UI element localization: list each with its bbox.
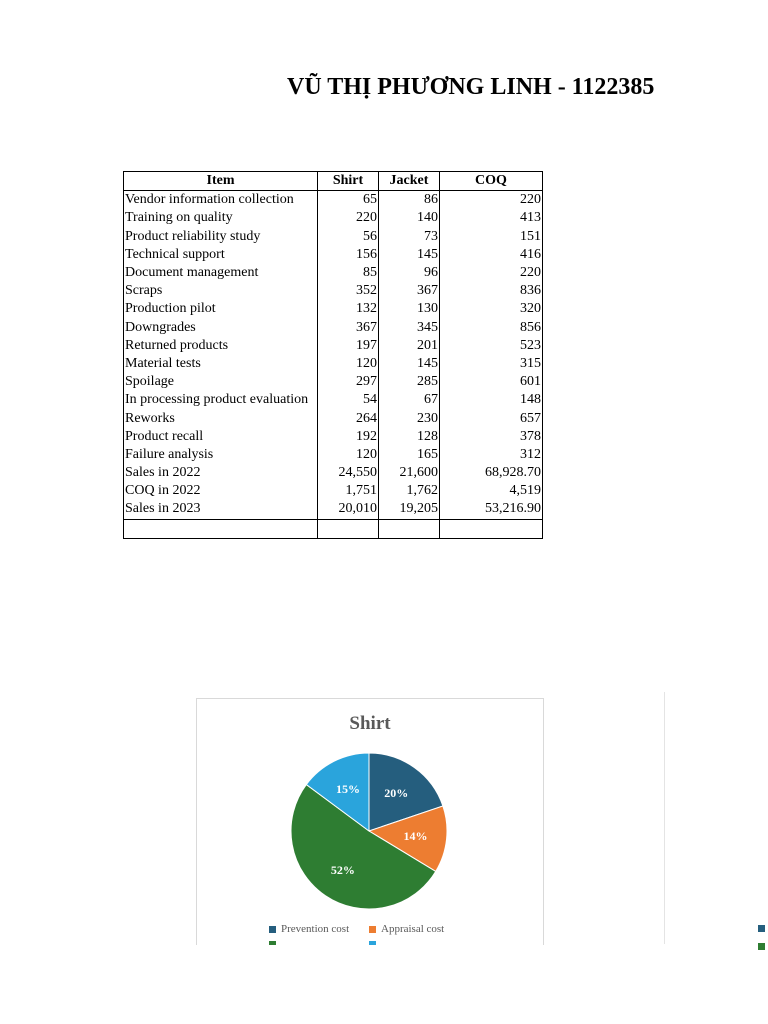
table-row [124, 282, 543, 300]
cell-coq: 413 [440, 209, 543, 227]
cell-item: In processing product evaluation [124, 391, 318, 409]
table-row [124, 209, 543, 227]
cell-item: Failure analysis [124, 446, 318, 464]
cell-shirt: 220 [318, 209, 379, 227]
table-row [124, 319, 543, 337]
cell-coq: 856 [440, 319, 543, 337]
table-row [124, 246, 543, 264]
cell-jacket: 1,762 [379, 482, 440, 500]
cell-shirt: 20,010 [318, 500, 379, 519]
cell-shirt: 297 [318, 373, 379, 391]
cell-jacket: 128 [379, 428, 440, 446]
table-row [124, 191, 543, 210]
cell-coq: 320 [440, 300, 543, 318]
cell-item: Training on quality [124, 209, 318, 227]
cell-jacket: 21,600 [379, 464, 440, 482]
cell-shirt: 264 [318, 409, 379, 427]
cell-item: Reworks [124, 409, 318, 427]
document-title: VŨ THỊ PHƯƠNG LINH - 1122385 [287, 74, 655, 100]
cell-item: Returned products [124, 337, 318, 355]
next-chart-edge [664, 692, 665, 944]
cell-coq: 220 [440, 191, 543, 210]
coq-table [123, 171, 543, 539]
cell-shirt: 156 [318, 246, 379, 264]
table-row [124, 373, 543, 391]
chart-title: Shirt [349, 713, 391, 734]
cell-jacket: 73 [379, 228, 440, 246]
cell-jacket: 67 [379, 391, 440, 409]
cell-jacket [379, 519, 440, 538]
pie-chart-canvas [197, 699, 543, 945]
cell-jacket: 145 [379, 246, 440, 264]
cell-jacket: 367 [379, 282, 440, 300]
cell-coq: 4,519 [440, 482, 543, 500]
table-row [124, 446, 543, 464]
cell-jacket: 165 [379, 446, 440, 464]
cell-jacket: 86 [379, 191, 440, 210]
legend-label: Appraisal cost [381, 923, 445, 935]
cell-shirt: 54 [318, 391, 379, 409]
legend-item [269, 941, 281, 945]
table-row [124, 355, 543, 373]
cell-item: COQ in 2022 [124, 482, 318, 500]
cell-item: Scraps [124, 282, 318, 300]
table-row [124, 464, 543, 482]
cell-coq: 601 [440, 373, 543, 391]
cell-shirt: 1,751 [318, 482, 379, 500]
next-chart-legend-swatch [758, 925, 765, 932]
cell-item: Sales in 2023 [124, 500, 318, 519]
cell-item: Document management [124, 264, 318, 282]
cell-coq: 523 [440, 337, 543, 355]
cell-coq: 378 [440, 428, 543, 446]
cell-item: Vendor information collection [124, 191, 318, 210]
legend-label: Prevention cost [281, 923, 350, 935]
cell-shirt [318, 519, 379, 538]
table-row [124, 482, 543, 500]
header-shirt: Shirt [318, 172, 379, 191]
table-row [124, 391, 543, 409]
cell-coq: 151 [440, 228, 543, 246]
pie-slice-label-1: 14% [403, 829, 428, 844]
shirt-pie-chart [196, 698, 544, 945]
cell-coq: 53,216.90 [440, 500, 543, 519]
table-row [124, 519, 543, 538]
legend-item [369, 941, 381, 945]
cell-jacket: 201 [379, 337, 440, 355]
pie-slice-label-3: 15% [335, 782, 360, 797]
pie-slice-label-2: 52% [330, 862, 355, 877]
table-row [124, 409, 543, 427]
cell-shirt: 56 [318, 228, 379, 246]
legend-swatch [269, 941, 276, 945]
table-row [124, 264, 543, 282]
cell-item: Product recall [124, 428, 318, 446]
cell-item: Production pilot [124, 300, 318, 318]
cell-shirt: 197 [318, 337, 379, 355]
next-chart-legend-swatch [758, 943, 765, 950]
legend-item [269, 923, 349, 935]
legend-swatch [269, 926, 276, 933]
cell-jacket: 19,205 [379, 500, 440, 519]
cell-coq: 312 [440, 446, 543, 464]
table-row [124, 228, 543, 246]
table-body [124, 191, 543, 539]
cell-shirt: 120 [318, 446, 379, 464]
table-row [124, 337, 543, 355]
cell-shirt: 352 [318, 282, 379, 300]
cell-item: Sales in 2022 [124, 464, 318, 482]
cell-item: Material tests [124, 355, 318, 373]
cell-jacket: 130 [379, 300, 440, 318]
legend-item [369, 923, 444, 935]
legend-swatch [369, 941, 376, 945]
cell-item: Technical support [124, 246, 318, 264]
table-row [124, 500, 543, 519]
cell-jacket: 345 [379, 319, 440, 337]
cell-jacket: 230 [379, 409, 440, 427]
cell-coq: 416 [440, 246, 543, 264]
cell-jacket: 140 [379, 209, 440, 227]
table-header-row [124, 172, 543, 191]
header-coq: COQ [440, 172, 543, 191]
cell-jacket: 96 [379, 264, 440, 282]
cell-coq: 315 [440, 355, 543, 373]
legend-swatch [369, 926, 376, 933]
cell-item: Downgrades [124, 319, 318, 337]
cell-shirt: 120 [318, 355, 379, 373]
cell-coq: 68,928.70 [440, 464, 543, 482]
cell-item [124, 519, 318, 538]
cell-coq: 220 [440, 264, 543, 282]
header-item: Item [124, 172, 318, 191]
cell-coq: 657 [440, 409, 543, 427]
cell-coq [440, 519, 543, 538]
cell-shirt: 65 [318, 191, 379, 210]
cell-shirt: 24,550 [318, 464, 379, 482]
cell-item: Spoilage [124, 373, 318, 391]
cell-shirt: 85 [318, 264, 379, 282]
cell-shirt: 132 [318, 300, 379, 318]
cell-shirt: 367 [318, 319, 379, 337]
cell-item: Product reliability study [124, 228, 318, 246]
table-header [124, 172, 543, 191]
cell-shirt: 192 [318, 428, 379, 446]
cell-coq: 148 [440, 391, 543, 409]
table-row [124, 300, 543, 318]
cell-jacket: 145 [379, 355, 440, 373]
table-row [124, 428, 543, 446]
header-jacket: Jacket [379, 172, 440, 191]
cell-coq: 836 [440, 282, 543, 300]
cell-jacket: 285 [379, 373, 440, 391]
pie-slice-label-0: 20% [384, 785, 409, 800]
